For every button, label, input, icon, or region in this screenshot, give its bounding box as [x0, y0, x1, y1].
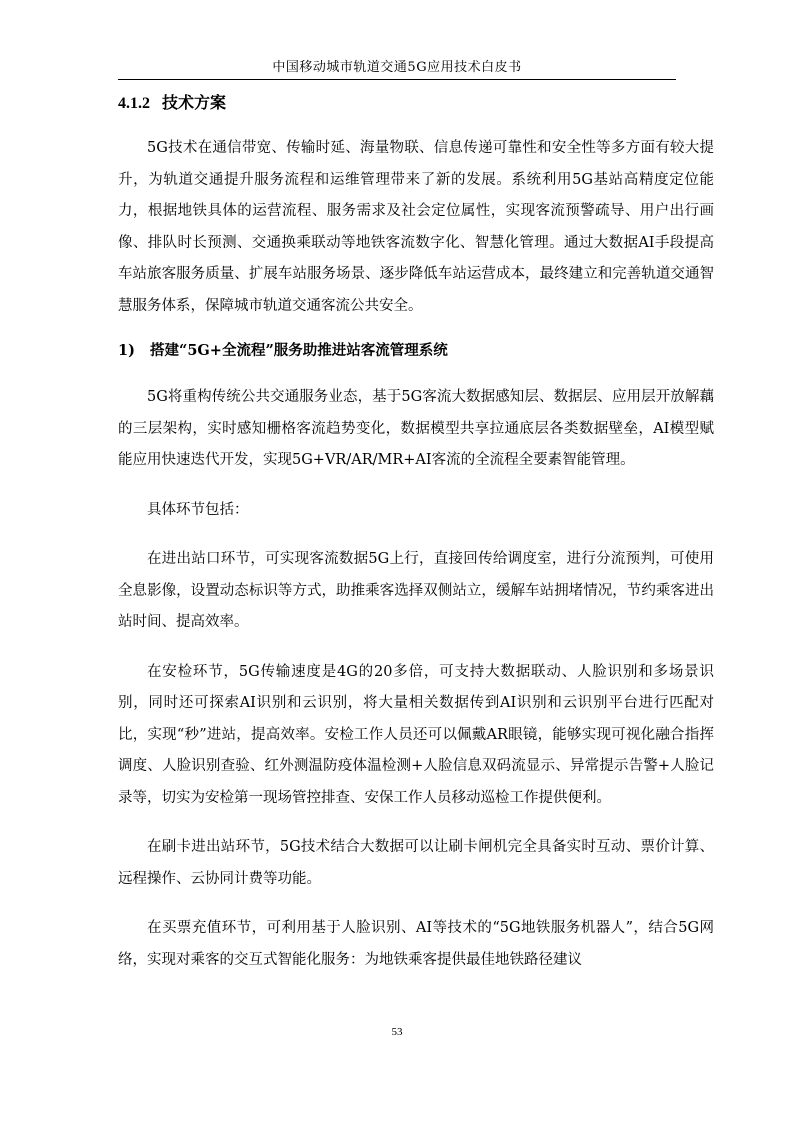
intro-paragraph: 5G技术在通信带宽、传输时延、海量物联、信息传递可靠性和安全性等多方面有较大提升，为轨道交通提升服务流程和运维管理带来了新的发展。系统利用5G基站高精度定位能力，根据地铁具体的运营流程、服务需求及社会定位属性，实现客流预警疏导、用户出行画像、排队时长预测、交通换乘联动等地铁客流数字化、智慧化管理。通过大数据AI手段提高车站旅客服务质量、扩展车站服务场景、逐步降低车站运营成本，最终建立和完善轨道交通智慧服务体系，保障城市轨道交通客流公共安全。	[118, 140, 714, 314]
paragraph-architecture: 5G将重构传统公共交通服务业态，基于5G客流大数据感知层、数据层、应用层开放解藕的三层架构，实时感知栅格客流趋势变化，数据模型共享拉通底层各类数据壁垒，AI模型赋能应用快速迭代开发，实现5G+VR/AR/MR+AI客流的全流程全要素智能管理。	[118, 389, 714, 468]
paragraph-details-intro: 具体环节包括：	[147, 501, 249, 518]
paragraph-ticket-recharge: 在买票充值环节，可利用基于人脸识别、AI等技术的“5G地铁服务机器人”，结合5G网络，实现对乘客的交互式智能化服务：为地铁乘客提供最佳地铁路径建议	[118, 920, 714, 968]
body-text	[118, 133, 714, 994]
paragraph-security-check: 在安检环节，5G传输速度是4G的20多倍，可支持大数据联动、人脸识别和多场景识别，同时还可探索AI识别和云识别，将大量相关数据传到AI识别和云识别平台进行匹配对比，实现“秒”进站，提高效率。安检工作人员还可以佩戴AR眼镜，能够实现可视化融合指挥调度、人脸识别查验、红外测温防疫体温检测+人脸信息双码流显示、异常提示告警+人脸记录等，切实为安检第一现场管控排查、安保工作人员移动巡检工作提供便利。	[118, 663, 714, 806]
subsection-title: 搭建“5G+全流程”服务助推进站客流管理系统	[150, 342, 448, 359]
header-divider	[118, 79, 676, 80]
section-heading	[118, 93, 226, 114]
subsection-heading	[118, 340, 714, 362]
subsection-number: 1)	[118, 342, 135, 359]
section-title: 技术方案	[162, 93, 227, 112]
section-number: 4.1.2	[118, 95, 150, 112]
paragraph-entrance-exit: 在进出站口环节，可实现客流数据5G上行，直接回传给调度室，进行分流预判，可使用全息影像，设置动态标识等方式，助推乘客选择双侧站立，缓解车站拥堵情况，节约乘客进出站时间、提高效率。	[118, 551, 714, 630]
paragraph-card-gate: 在刷卡进出站环节，5G技术结合大数据可以让刷卡闸机完全具备实时互动、票价计算、远程操作、云协同计费等功能。	[118, 839, 714, 887]
running-header: 中国移动城市轨道交通5G应用技术白皮书	[272, 60, 522, 75]
page-number: 53	[391, 1026, 403, 1038]
